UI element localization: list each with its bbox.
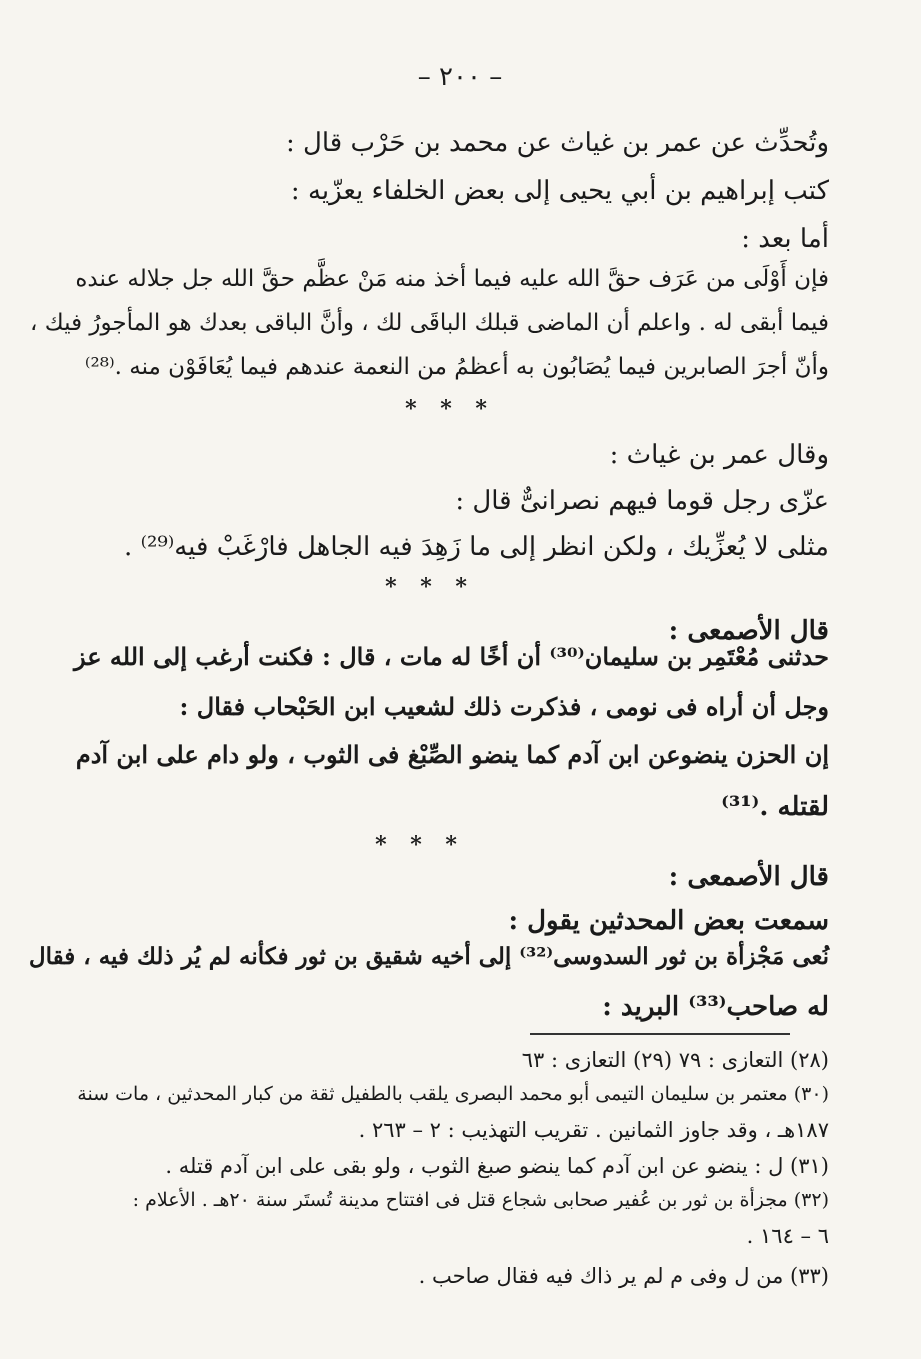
- footnote-line: (٣١) ل : ينضو عن ابن آدم كما ينضو صبغ الثوب ، ولو بقى على ابن آدم قتله .: [165, 1154, 829, 1178]
- text-line: مثلى لا يُعزِّيك ، ولكن انظر إلى ما زَهِدَ فيه الجاهل فارْغَبْ فيه⁽²⁹⁾ .: [124, 532, 829, 562]
- text-line: وجل أن أراه فى نومى ، فذكرت ذلك لشعيب ابن الحَبْحاب فقال :: [179, 692, 829, 721]
- footnote-divider: [530, 1033, 790, 1035]
- text-line: نُعى مَجْزأة بن ثور السدوسى⁽³²⁾ إلى أخيه شقيق بن ثور فكأنه لم يُر ذلك فيه ، فقال: [28, 943, 829, 970]
- text-line: وتُحدِّث عن عمر بن غياث عن محمد بن حَرْب قال :: [285, 128, 829, 158]
- section-separator: * * *: [405, 396, 495, 422]
- text-line: عزّى رجل قوما فيهم نصرانىٌّ قال :: [455, 486, 829, 516]
- text-line: قال الأصمعى :: [668, 862, 829, 892]
- text-line: فإن أَوْلَى من عَرَف حقَّ الله عليه فيما أخذ منه مَنْ عظَّم حقَّ الله جل جلاله عنده: [75, 266, 829, 292]
- text-line: قال الأصمعى :: [668, 616, 829, 646]
- footnote-line: (٣٠) معتمر بن سليمان التيمى أبو محمد البصرى يلقب بالطفيل ثقة من كبار المحدثين ، مات سنة: [77, 1083, 829, 1105]
- text-line: إن الحزن ينضوعن ابن آدم كما ينضو الصِّبْغ فى الثوب ، ولو دام على ابن آدم: [75, 740, 829, 769]
- footnote-line: (٣٢) مجزأة بن ثور بن عُفير صحابى شجاع قتل فى افتتاح مدينة تُستَر سنة ٢٠هـ . الأعلام :: [132, 1189, 829, 1211]
- footnote-line: ١٨٧هـ ، وقد جاوز الثمانين . تقريب التهذيب : ٢ – ٢٦٣ .: [358, 1118, 829, 1142]
- footnote-line: (٢٨) التعازى : ٧٩ (٢٩) التعازى : ٦٣: [521, 1048, 829, 1072]
- page-number: – ٢٠٠ –: [417, 62, 503, 92]
- text-line: كتب إبراهيم بن أبي يحيى إلى بعض الخلفاء يعزّيه :: [290, 176, 829, 206]
- section-separator: * * *: [385, 574, 475, 600]
- text-line: سمعت بعض المحدثين يقول :: [508, 906, 829, 936]
- text-line: حدثنى مُعْتَمِر بن سليمان⁽³⁰⁾ أن أخًا له مات ، قال : فكنت أرغب إلى الله عز: [73, 642, 829, 671]
- text-line: وقال عمر بن غياث :: [609, 440, 829, 470]
- text-line: أما بعد :: [741, 224, 829, 254]
- text-line: وأنّ أجرَ الصابرين فيما يُصَابُون به أعظمُ من النعمة عندهم فيما يُعَافَوْن منه .⁽²⁸⁾: [84, 354, 829, 380]
- text-line: فيما أبقى له . واعلم أن الماضى قبلك الباقَى لك ، وأنَّ الباقى بعدك هو المأجورُ فيك ،: [30, 310, 829, 336]
- section-separator: * * *: [375, 832, 465, 858]
- text-line: لقتله .⁽³¹⁾: [721, 792, 829, 822]
- footnote-line: ٦ – ١٦٤ .: [746, 1224, 829, 1248]
- text-line: له صاحب⁽³³⁾ البريد :: [602, 992, 829, 1022]
- footnote-line: (٣٣) من ل وفى م لم ير ذاك فيه فقال صاحب .: [418, 1264, 829, 1288]
